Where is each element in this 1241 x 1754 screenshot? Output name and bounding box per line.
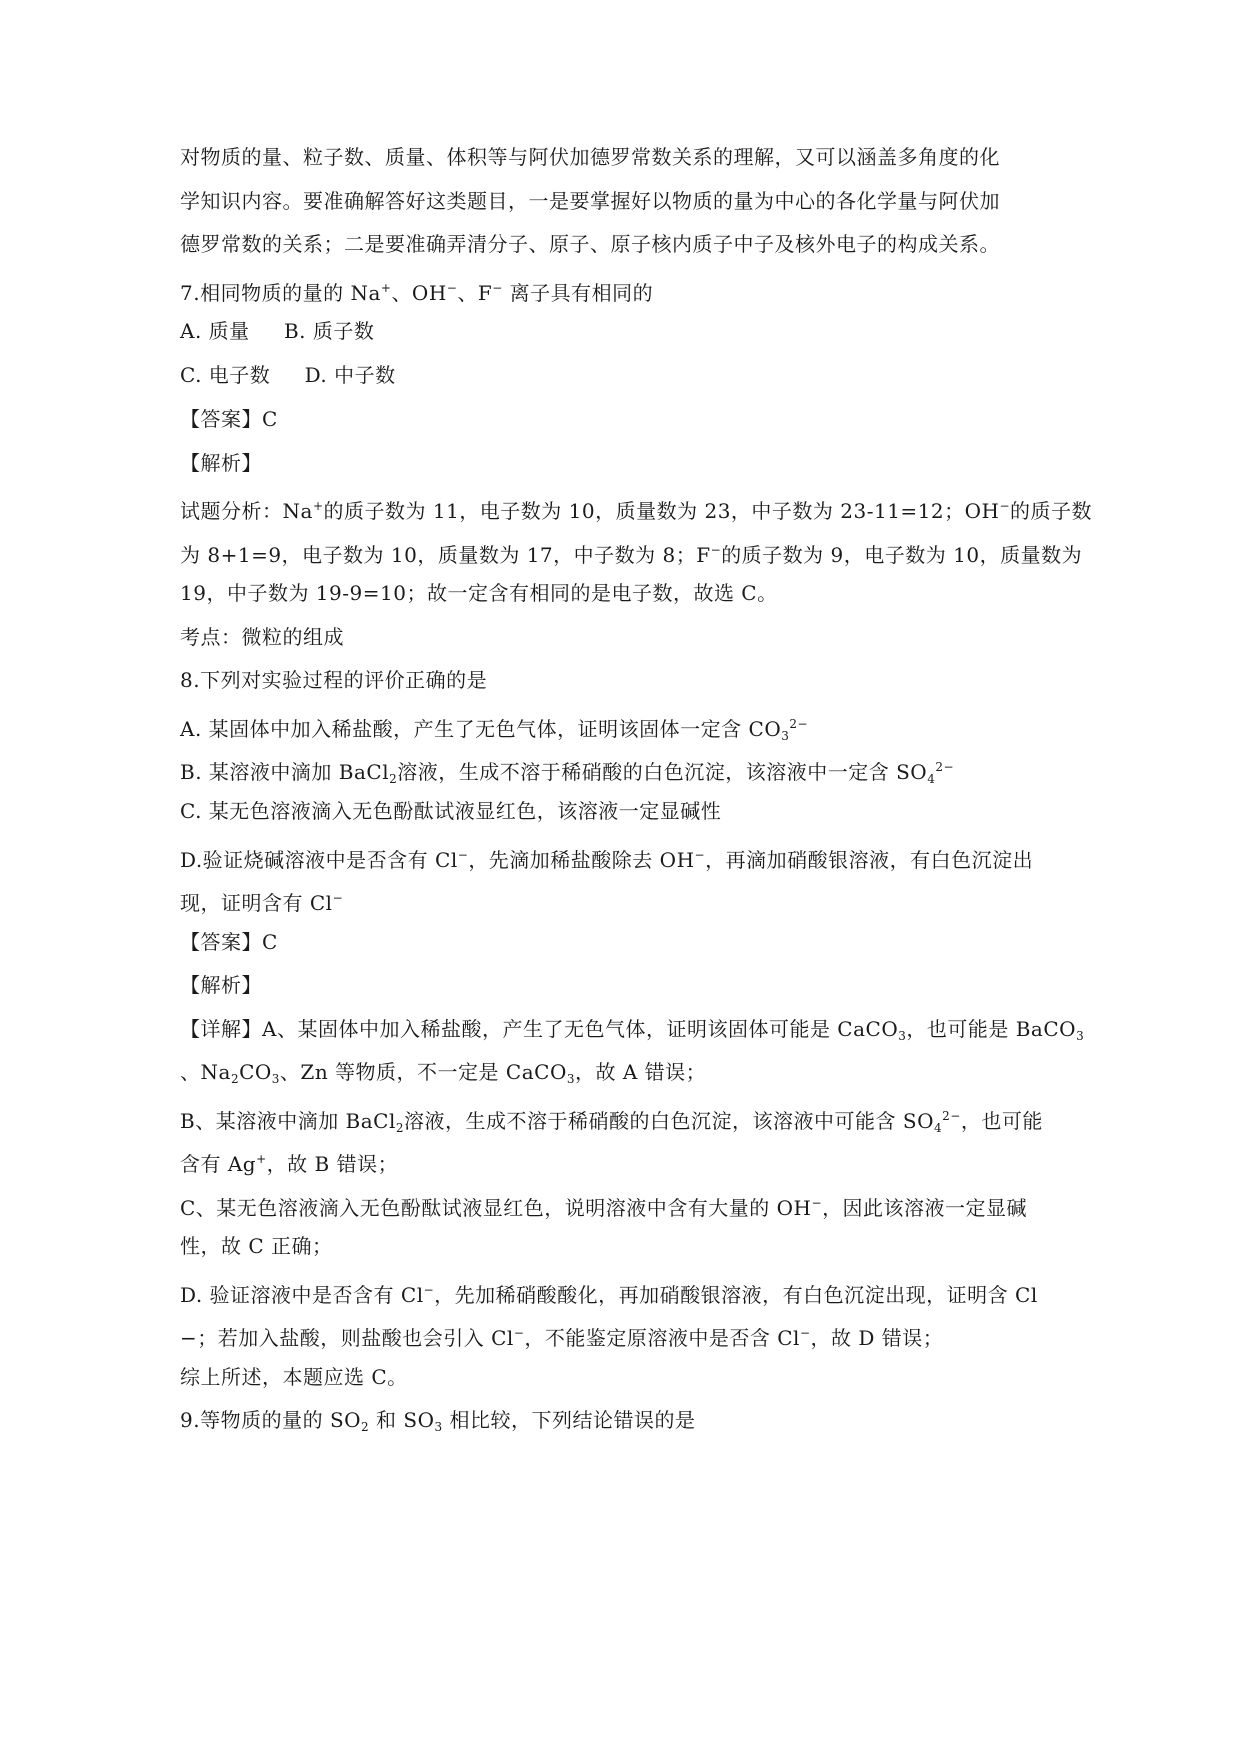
question-8-option-c: C. 某无色溶液滴入无色酚酞试液显红色，该溶液一定显碱性 [180,799,722,823]
question-9-stem: 9.等物质的量的 $SO_2$ 和 $SO_3$ 相比较，下列结论错误的是 [180,1408,696,1434]
question-8-option-d-line-2: 现，证明含有 Cl− [180,891,344,915]
question-8-conclusion: 综上所述，本题应选 C。 [180,1365,408,1389]
question-7-analysis-title: 【解析】 [180,451,262,475]
question-8-detail-line-2: 、$Na_2CO_3$、Zn 等物质，不一定是 CaCO$_3$，故 A 错误； [180,1060,707,1086]
question-8-detail-line-8: −；若加入盐酸，则盐酸也会引入 Cl−，不能鉴定原溶液中是否含 Cl−，故 D 错误； [180,1326,944,1350]
question-8-detail-line-1: 【详解】A、某固体中加入稀盐酸，产生了无色气体，证明该固体可能是 CaCO$_3$，也可能是 BaCO$_3$ [180,1017,1085,1043]
question-7-answer: 【答案】C [180,407,278,431]
question-8-detail-line-6: 性，故 C 正确； [180,1234,333,1258]
question-8-stem: 8.下列对实验过程的评价正确的是 [180,668,488,692]
question-7-options-cd: C. 电子数 D. 中子数 [180,363,396,387]
question-8-answer: 【答案】C [180,930,278,954]
question-7-stem: 7.相同物质的量的 Na+、OH−、F− 离子具有相同的 [180,281,654,305]
question-8-detail-line-4: 含有 Ag+，故 B 错误； [180,1152,399,1176]
question-8-detail-line-7: D. 验证溶液中是否含有 Cl−，先加稀硝酸酸化，再加硝酸银溶液，有白色沉淀出现，证明含 Cl [180,1283,1038,1307]
question-8-option-a: A. 某固体中加入稀盐酸，产生了无色气体，证明该固体一定含 $CO_3^{2-}$ [180,717,809,743]
question-7-options-ab: A. 质量 B. 质子数 [180,319,375,343]
question-8-option-b: B. 某溶液中滴加 BaCl$_2$溶液，生成不溶于稀硝酸的白色沉淀，该溶液中一定含 $SO_4^{2-}$ [180,760,955,786]
question-7-analysis-line-3: 19，中子数为 19-9=10；故一定含有相同的是电子数，故选 C。 [180,581,778,605]
question-7-point: 考点：微粒的组成 [180,625,344,649]
question-8-detail-line-5: C、某无色溶液滴入无色酚酞试液显红色，说明溶液中含有大量的 OH−，因此该溶液一定显碱 [180,1196,1028,1220]
question-7-analysis-line-1: 试题分析：Na+的质子数为 11，电子数为 10，质量数为 23，中子数为 23-11=12；OH−的质子数 [180,499,1093,523]
intro-line-1: 对物质的量、粒子数、质量、体积等与阿伏加德罗常数关系的理解，又可以涵盖多角度的化 [180,145,1000,169]
question-8-analysis-title: 【解析】 [180,973,262,997]
question-8-option-d-line-1: D.验证烧碱溶液中是否含有 Cl−，先滴加稀盐酸除去 OH−，再滴加硝酸银溶液，有白色沉淀出 [180,848,1034,872]
question-7-analysis-line-2: 为 8+1=9，电子数为 10，质量数为 17，中子数为 8；F−的质子数为 9，电子数为 10，质量数为 [180,543,1083,567]
intro-line-3: 德罗常数的关系；二是要准确弄清分子、原子、原子核内质子中子及核外电子的构成关系。 [180,232,1000,256]
intro-line-2: 学知识内容。要准确解答好这类题目，一是要掌握好以物质的量为中心的各化学量与阿伏加 [180,189,1000,213]
question-8-detail-line-3: B、某溶液中滴加 BaCl$_2$溶液，生成不溶于稀硝酸的白色沉淀，该溶液中可能含 $SO_4^{2-}$，也可能 [180,1109,1043,1135]
